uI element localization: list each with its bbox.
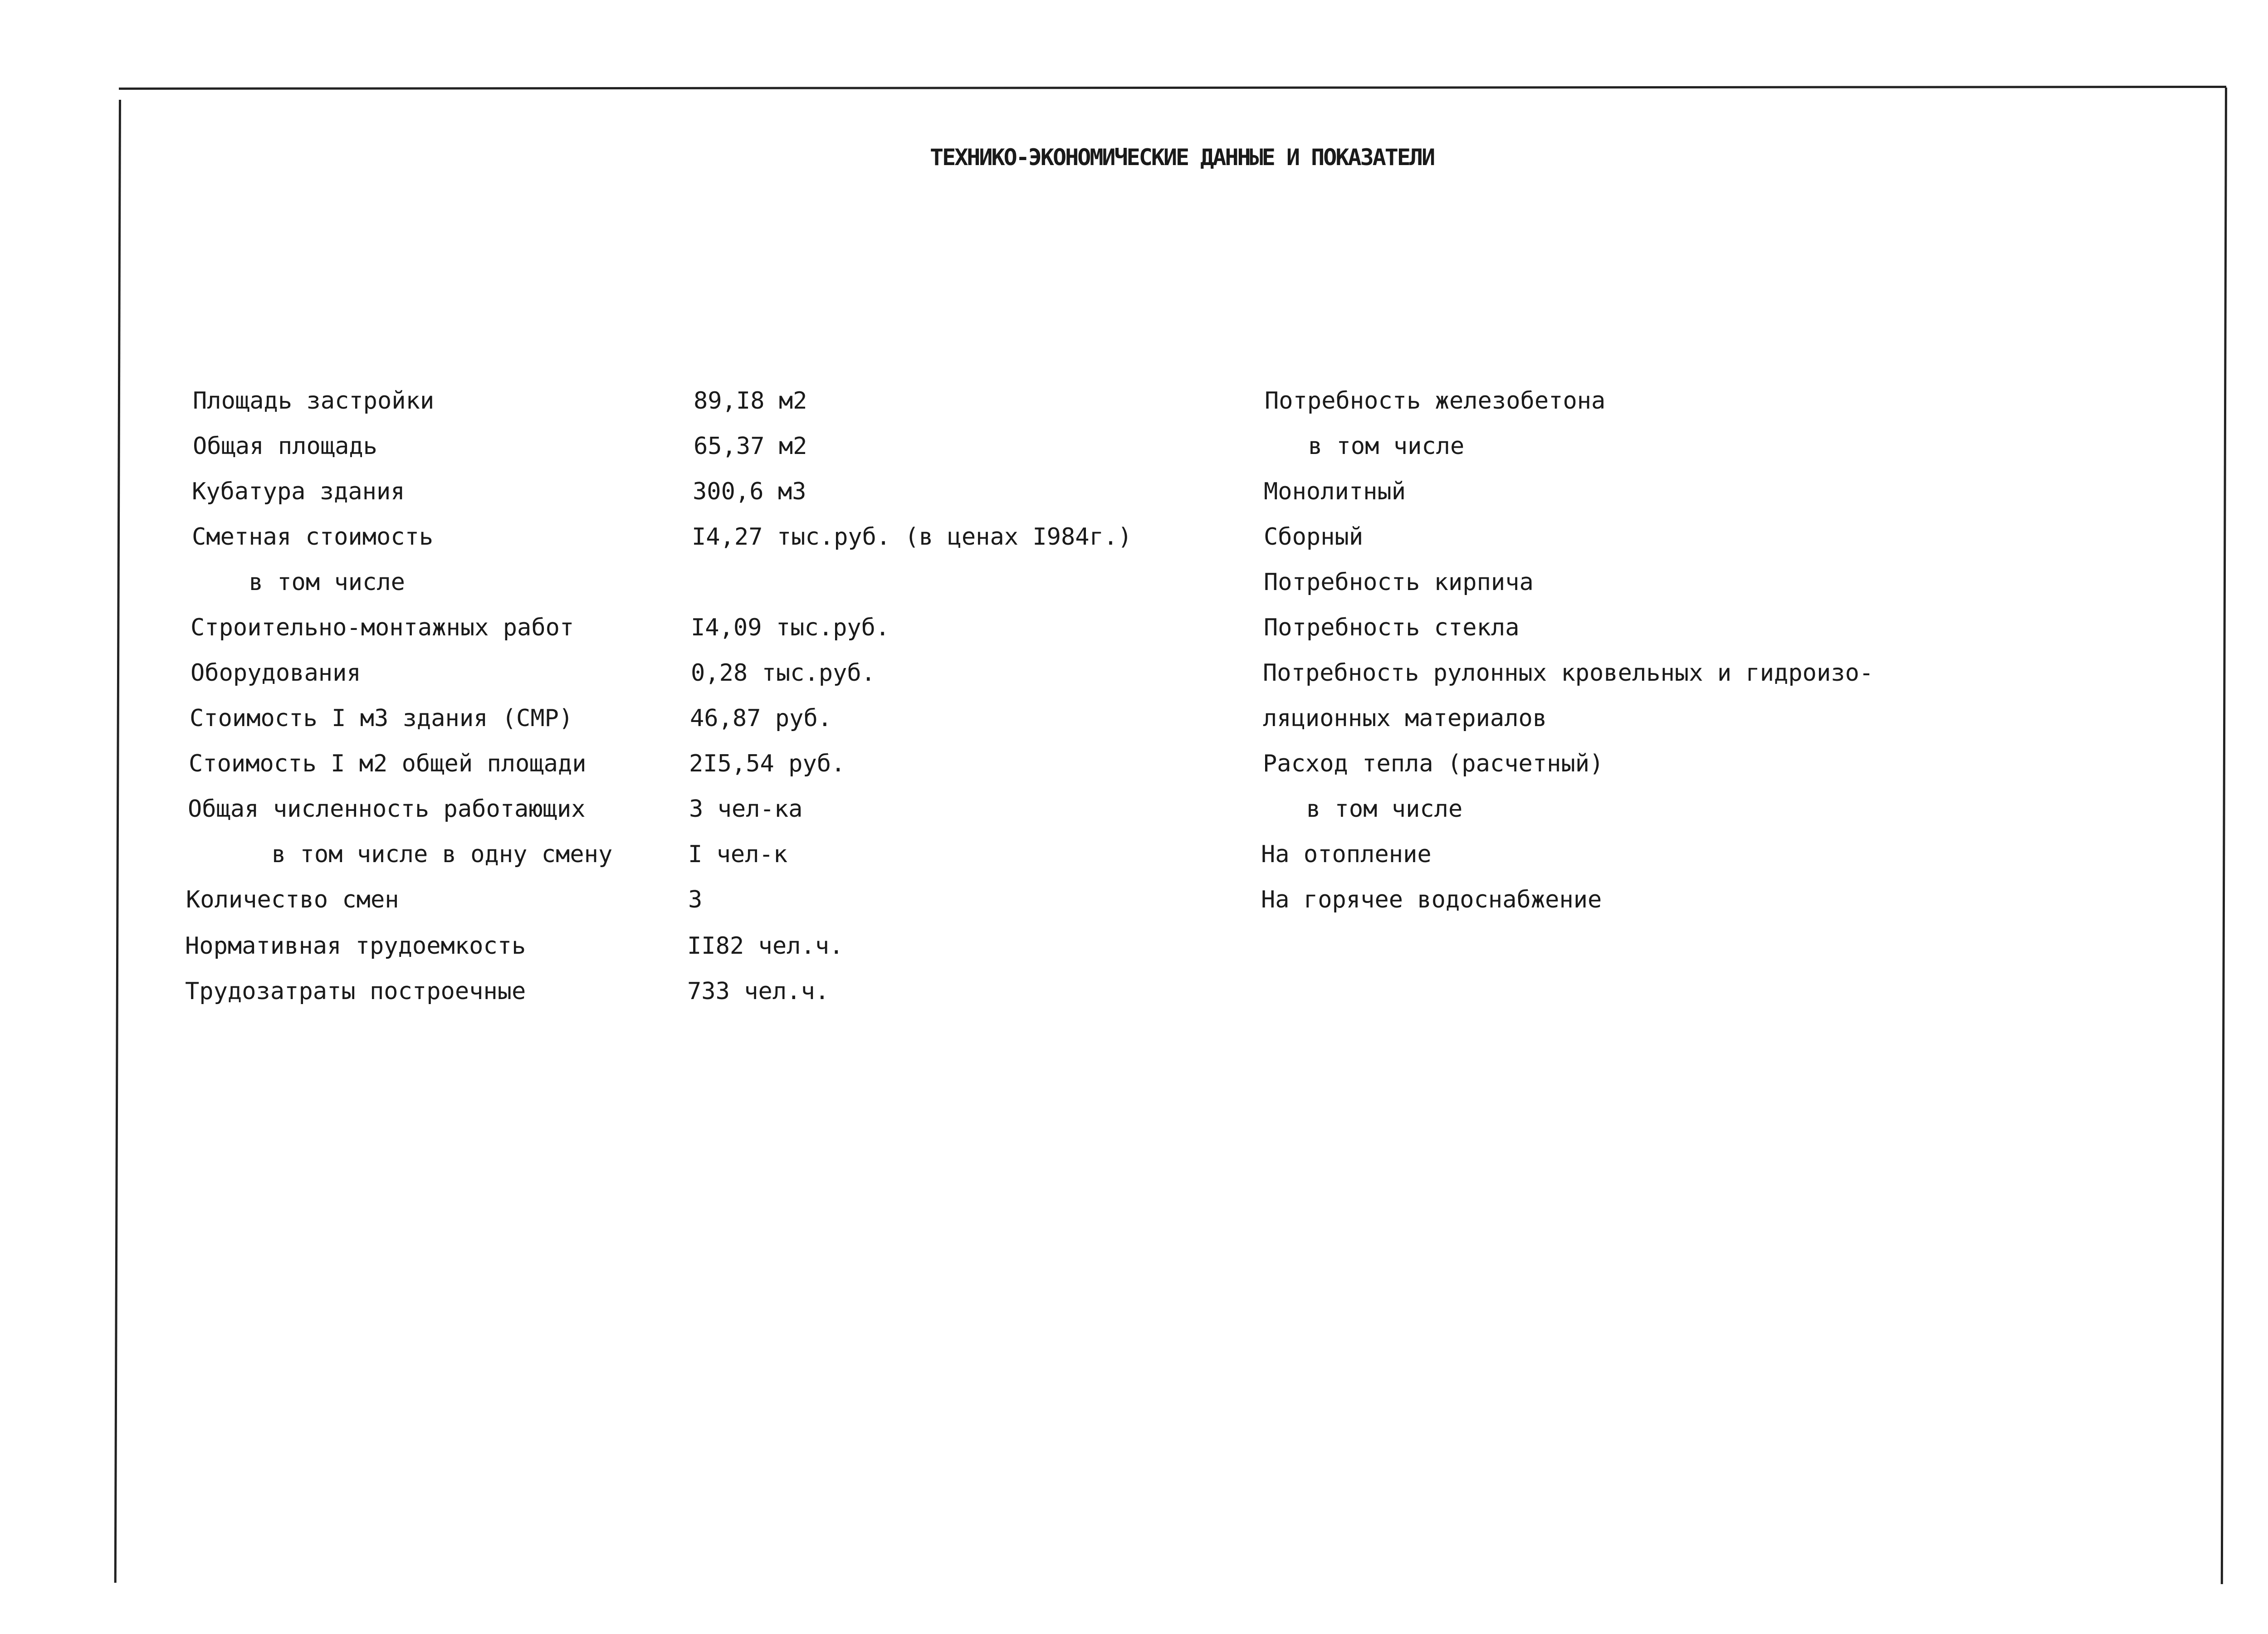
right-row: Потребность стекла (1264, 614, 1520, 641)
row-value: 300,6 м3 (693, 478, 807, 505)
row-label: Количество смен (186, 886, 399, 913)
right-row: в том числе (1264, 795, 1463, 823)
row-label: Стоимость I м3 здания (СМР) (190, 705, 573, 732)
row-label: Общая площадь (193, 433, 377, 460)
frame-top-line (119, 86, 2226, 90)
right-row: ляционных материалов (1263, 705, 1547, 732)
frame-right-line (2221, 88, 2227, 1584)
right-row: Расход тепла (расчетный) (1263, 750, 1604, 777)
right-row: На горячее водоснабжение (1261, 886, 1602, 913)
row-label: Общая численность работающих (188, 795, 586, 823)
row-value: 733 чел.ч. (687, 978, 830, 1005)
row-label: Трудозатраты построечные (185, 978, 526, 1005)
row-label: в том числе в одну смену (229, 841, 613, 868)
row-value: 0,28 тыс.руб. (691, 659, 875, 687)
row-value: II82 чел.ч. (687, 932, 844, 960)
row-value: I4,27 тыс.руб. (в ценах I984г.) (692, 523, 1132, 551)
row-label: Нормативная трудоемкость (185, 932, 526, 960)
right-row: в том числе (1266, 433, 1465, 460)
right-row: Потребность кирпича (1264, 569, 1534, 596)
row-label: в том числе (220, 569, 405, 596)
right-row: Сборный (1264, 523, 1364, 551)
row-value: 46,87 руб. (690, 705, 832, 732)
row-value: 89,I8 м2 (694, 387, 807, 415)
frame-left-line (114, 100, 121, 1583)
right-row: Потребность железобетона (1265, 387, 1606, 415)
right-row: Монолитный (1264, 478, 1406, 505)
row-value: I чел-к (688, 841, 788, 868)
row-value: 3 чел-ка (689, 795, 803, 823)
row-value: 2I5,54 руб. (689, 750, 846, 777)
row-label: Оборудования (191, 659, 361, 687)
row-value: I4,09 тыс.руб. (691, 614, 890, 641)
row-label: Стоимость I м2 общей площади (189, 750, 587, 777)
right-row: Потребность рулонных кровельных и гидроизо- (1263, 659, 1874, 687)
row-value: 65,37 м2 (694, 433, 807, 460)
row-label: Строительно-монтажных работ (191, 614, 574, 641)
row-label: Сметная стоимость (192, 523, 434, 551)
row-value: 3 (688, 886, 703, 913)
right-row: На отопление (1261, 841, 1432, 868)
row-label: Кубатура здания (192, 478, 405, 505)
document-title: ТЕХНИКО-ЭКОНОМИЧЕСКИЕ ДАННЫЕ И ПОКАЗАТЕЛИ (930, 144, 1434, 171)
row-label: Площадь застройки (193, 387, 435, 415)
